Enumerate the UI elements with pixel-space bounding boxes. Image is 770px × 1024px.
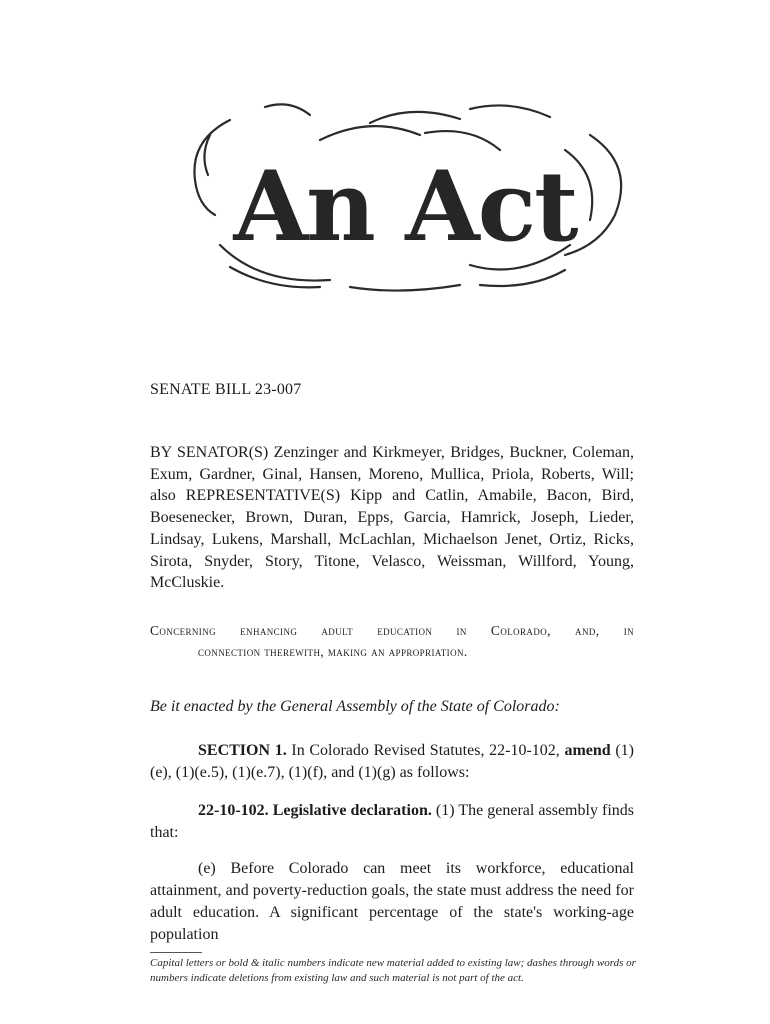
concerning-line-2: connection therewith, making an appropriation. (198, 644, 468, 659)
an-act-title-emblem (170, 95, 640, 295)
paragraph-e (150, 858, 634, 946)
section-1 (150, 740, 634, 784)
section-1-label: SECTION 1. (198, 742, 287, 759)
section-1-text-b: (1)(e), (1)(e.5), (1)(e.7), (1)(f), and (1)(g) as follows: (150, 742, 635, 781)
declaration-paragraph (150, 800, 634, 844)
title-flourish-graphic (170, 95, 640, 295)
declaration-text: (1) The general assembly finds that: (150, 802, 634, 841)
concerning-clause (150, 620, 634, 662)
section-1-amend: amend (564, 742, 611, 759)
footnote: Capital letters or bold & italic numbers indicate new material added to existing law; dashes through words or numbers indicate deletions from existing law and such material is not part of the act. (150, 957, 636, 984)
legislative-declaration (150, 800, 634, 844)
concerning-line-1: Concerning enhancing adult education in Colorado, and, in (150, 623, 634, 638)
sponsors-block (150, 442, 634, 594)
an-act-title: An Act (233, 150, 577, 263)
declaration-heading: 22-10-102. Legislative declaration. (198, 802, 432, 819)
bill-number: SENATE BILL 23-007 (150, 381, 302, 398)
section-1-text-a: In Colorado Revised Statutes, 22-10-102, (286, 742, 565, 759)
paragraph-e-text: (e) Before Colorado can meet its workforce, educational attainment, and poverty-reduction goals, the state must address the need for adult education. A significant percentage of the state's working-age population (150, 860, 634, 943)
enacting-clause: Be it enacted by the General Assembly of the State of Colorado: (150, 698, 560, 715)
footnote-divider (150, 952, 202, 953)
sponsors-text: BY SENATOR(S) Zenzinger and Kirkmeyer, Bridges, Buckner, Coleman, Exum, Gardner, Ginal, Hansen, Moreno, Mullica, Priola, Roberts, Will; also REPRESENTATIVE(S) Kipp and Catlin, Amabile, Bacon, Bird, Boesenecker, Brown, Duran, Epps, Garcia, Hamrick, Joseph, Lieder, Lindsay, Lukens, Marshall, McLachlan, Michaelson Jenet, Ortiz, Ricks, Sirota, Snyder, Story, Titone, Velasco, Weissman, Willford, Young, McCluskie. (150, 444, 634, 592)
section-1-paragraph (150, 740, 634, 784)
